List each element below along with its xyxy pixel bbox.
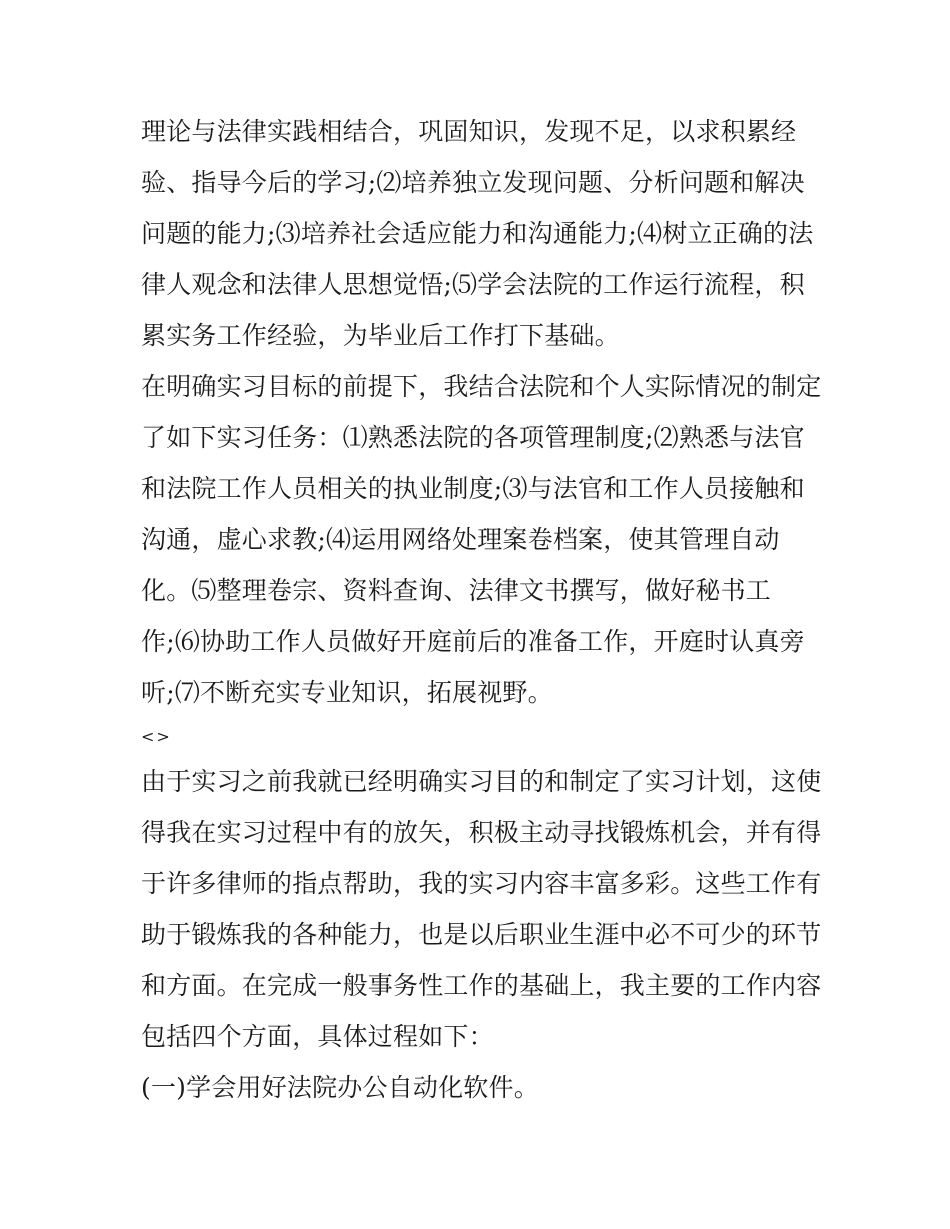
text-line: 在明确实习目标的前提下，我结合法院和个人实际情况的制定 xyxy=(141,372,822,401)
text-line: 由于实习之前我就已经明确实习目的和制定了实习计划，这使 xyxy=(141,767,822,796)
text-line: 了如下实习任务：⑴熟悉法院的各项管理制度;⑵熟悉与法官 xyxy=(141,423,805,452)
text-line: 得我在实习过程中有的放矢，积极主动寻找锻炼机会，并有得 xyxy=(141,818,822,847)
section-marker: <> xyxy=(141,727,172,746)
text-line: 和法院工作人员相关的执业制度;⑶与法官和工作人员接触和 xyxy=(141,474,805,503)
text-line: 化。⑸整理卷宗、资料查询、法律文书撰写，做好秘书工 xyxy=(141,576,772,605)
text-line: 听;⑺不断充实专业知识，拓展视野。 xyxy=(141,678,553,707)
body-text xyxy=(141,106,821,1113)
text-line: 和方面。在完成一般事务性工作的基础上，我主要的工作内容 xyxy=(141,971,822,1000)
text-line: 沟通，虚心求教;⑷运用网络处理案卷档案，使其管理自动 xyxy=(141,525,780,554)
text-line: 助于锻炼我的各种能力，也是以后职业生涯中必不可少的环节 xyxy=(141,920,822,949)
text-line: 包括四个方面，具体过程如下： xyxy=(141,1022,494,1051)
text-line: 累实务工作经验，为毕业后工作打下基础。 xyxy=(141,321,620,350)
text-line: (一)学会用好法院办公自动化软件。 xyxy=(141,1073,539,1102)
text-line: 问题的能力;⑶培养社会适应能力和沟通能力;⑷树立正确的法 xyxy=(141,219,814,248)
text-line: 理论与法律实践相结合，巩固知识，发现不足，以求积累经 xyxy=(141,117,797,146)
text-line: 于许多律师的指点帮助，我的实习内容丰富多彩。这些工作有 xyxy=(141,869,822,898)
text-line: 律人观念和法律人思想觉悟;⑸学会法院的工作运行流程，积 xyxy=(141,270,805,299)
text-line: 验、指导今后的学习;⑵培养独立发现问题、分析问题和解决 xyxy=(141,168,805,197)
text-line: 作;⑹协助工作人员做好开庭前后的准备工作，开庭时认真旁 xyxy=(141,627,805,656)
